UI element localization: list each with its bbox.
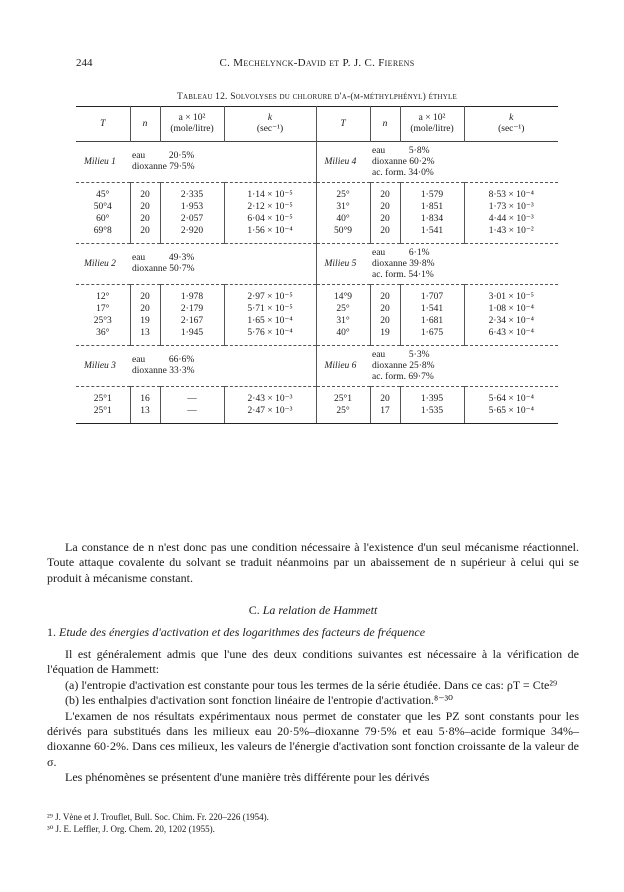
table-cell: 40°: [316, 213, 370, 225]
solvolysis-table: [76, 106, 558, 424]
composition-line: dioxanne 33·3%: [132, 366, 195, 376]
table-cell: 1·541: [400, 225, 464, 244]
footnote: ³⁰ J. E. Leffler, J. Org. Chem. 20, 1202 (1955).: [47, 824, 215, 834]
table-header-row: [76, 107, 558, 142]
medium-composition: [370, 244, 558, 285]
table-row: [76, 315, 558, 327]
table-cell: 1·541: [400, 303, 464, 315]
table-cell: 31°: [316, 315, 370, 327]
table-cell: 2·167: [160, 315, 224, 327]
table-row: [76, 285, 558, 304]
col-header-T-right: T: [316, 107, 370, 142]
table-row: [76, 405, 558, 424]
col-header-k-right: k (sec⁻¹): [498, 113, 525, 134]
medium-name: Milieu 2: [76, 244, 130, 285]
table-row: [76, 387, 558, 406]
composition-line: eau 66·6%: [132, 355, 195, 365]
table-cell: 1·945: [160, 327, 224, 346]
table-cell: 45°: [76, 183, 130, 202]
table-cell: 2·920: [160, 225, 224, 244]
medium-composition: [370, 346, 558, 387]
table-cell: 17°: [76, 303, 130, 315]
table-cell: 20: [370, 201, 400, 213]
table-cell: 6·43 × 10⁻⁴: [488, 327, 534, 338]
table-cell: 13: [130, 327, 160, 346]
composition-line: eau 5·8%: [372, 145, 430, 156]
col-header-a: a × 10² (mole/litre): [160, 107, 224, 142]
table-cell: 1·08 × 10⁻⁴: [488, 303, 534, 314]
table-row: [76, 201, 558, 213]
footnotes: [47, 811, 579, 835]
composition-line: ac. form. 34·0%: [372, 167, 434, 178]
table-body: [76, 142, 558, 424]
table-cell: 25°: [316, 405, 370, 424]
table-cell: 50°9: [316, 225, 370, 244]
table-cell: 5·65 × 10⁻⁴: [464, 405, 558, 424]
section-title: La relation de Hammett: [262, 603, 378, 617]
table-cell: 20: [370, 183, 400, 202]
table-cell: 13: [130, 405, 160, 424]
table-cell: 69°8: [76, 225, 130, 244]
table-cell: 17: [370, 405, 400, 424]
table-cell: 19: [370, 327, 400, 346]
table-row: [76, 213, 558, 225]
table-cell: 20: [130, 183, 160, 202]
table-cell: 5·64 × 10⁻⁴: [464, 387, 558, 406]
table-cell: 25°1: [76, 405, 130, 424]
table-cell: 1·834: [400, 213, 464, 225]
col-header-n: n: [130, 107, 160, 142]
table-cell: 20: [130, 213, 160, 225]
table-cell: 4·44 × 10⁻³: [488, 213, 534, 224]
medium-row: [76, 346, 558, 387]
table-cell: 20: [130, 225, 160, 244]
table-cell: 25°1: [76, 387, 130, 406]
table-cell: 20: [370, 387, 400, 406]
medium-row: [76, 244, 558, 285]
subsection-heading: [47, 625, 579, 640]
table-cell: 25°: [316, 303, 370, 315]
table-cell: 60°: [76, 213, 130, 225]
table-cell: 2·97 × 10⁻⁵: [224, 285, 316, 304]
table-cell: 20: [370, 303, 400, 315]
col-header-n-right: n: [370, 107, 400, 142]
table-cell: 2·179: [160, 303, 224, 315]
table-cell: 2·12 × 10⁻⁵: [224, 201, 316, 213]
table-cell: 50°4: [76, 201, 130, 213]
table-cell: 12°: [76, 285, 130, 304]
table-cell: 2·34 × 10⁻⁴: [488, 315, 534, 326]
composition-line: eau 20·5%: [132, 151, 195, 161]
medium-name: Milieu 1: [76, 142, 130, 183]
composition-line: eau 49·3%: [132, 253, 195, 263]
table-cell: 20: [370, 213, 400, 225]
table-cell: 5·71 × 10⁻⁵: [224, 303, 316, 315]
medium-name: Milieu 6: [316, 346, 370, 387]
paragraph-text: Il est généralement admis que l'une des deux conditions suivantes est nécessaire à la vérification de l'équation de Hammett:: [47, 647, 579, 677]
table-cell: 20: [130, 303, 160, 315]
medium-name: Milieu 3: [76, 346, 130, 387]
medium-name: Milieu 5: [316, 244, 370, 285]
composition-line: dioxanne 60·2%: [372, 156, 435, 167]
col-header-a-right: a × 10² (mole/litre): [400, 107, 464, 142]
paragraph-text: Les phénomènes se présentent d'une manière très différente pour les dérivés: [65, 770, 430, 785]
table-cell: 1·675: [400, 327, 464, 346]
medium-name: Milieu 4: [316, 142, 370, 183]
medium-composition: [130, 346, 316, 387]
composition-line: eau 6·1%: [372, 247, 430, 258]
table-cell: 8·53 × 10⁻⁴: [464, 183, 558, 202]
table-cell: 5·76 × 10⁻⁴: [224, 327, 316, 346]
table-cell: 1·65 × 10⁻⁴: [224, 315, 316, 327]
page-number: 244: [76, 57, 93, 69]
paragraph-text: (b) les enthalpies d'activation sont fonction linéaire de l'entropie d'activation.⁸⁻³⁰: [65, 693, 453, 708]
table-cell: 1·14 × 10⁻⁵: [224, 183, 316, 202]
table-cell: 16: [130, 387, 160, 406]
table-title: Tableau 12. Solvolyses du chlorure d'α-(m-méthylphényl) éthyle: [176, 92, 457, 102]
table-cell: 20: [130, 201, 160, 213]
table-cell: 20: [370, 315, 400, 327]
table-cell: 1·579: [400, 183, 464, 202]
table-cell: 2·43 × 10⁻³: [224, 387, 316, 406]
table-cell: 31°: [316, 201, 370, 213]
table-cell: 20: [370, 225, 400, 244]
paragraph-conclusion: [47, 540, 579, 586]
table-cell: 2·47 × 10⁻³: [224, 405, 316, 424]
table-cell: 25°: [316, 183, 370, 202]
table-cell: 19: [130, 315, 160, 327]
composition-line: dioxanne 25·8%: [372, 360, 435, 371]
composition-line: ac. form. 54·1%: [372, 269, 434, 280]
table-cell: 6·04 × 10⁻⁵: [224, 213, 316, 225]
table-cell: 1·851: [400, 201, 464, 213]
paragraph-text: (a) l'entropie d'activation est constante pour tous les termes de la série étudiée. Dans ce cas: ρT = Cte²⁹: [65, 677, 558, 692]
col-header-k: k (sec⁻¹): [224, 107, 316, 142]
medium-composition: [130, 244, 316, 285]
table-cell: 25°3: [76, 315, 130, 327]
table-cell: 3·01 × 10⁻⁵: [464, 285, 558, 304]
table-cell: 1·43 × 10⁻²: [488, 225, 534, 236]
table-row: [76, 225, 558, 244]
table-cell: 1·953: [160, 201, 224, 213]
composition-line: eau 5·3%: [372, 349, 430, 360]
data-table-wrapper: [76, 106, 558, 424]
subsection-number: 1.: [47, 625, 56, 639]
table-cell: 1·395: [400, 387, 464, 406]
table-cell: 20: [130, 285, 160, 304]
table-row: [76, 183, 558, 202]
table-cell: 14°9: [316, 285, 370, 304]
table-row: [76, 327, 558, 346]
table-cell: 1·535: [400, 405, 464, 424]
table-cell: —: [160, 405, 224, 424]
table-cell: 1·978: [160, 285, 224, 304]
table-cell: 1·681: [400, 315, 464, 327]
paragraph-conditions: [47, 647, 579, 786]
table-cell: 40°: [316, 327, 370, 346]
medium-composition: [130, 142, 316, 183]
composition-line: dioxanne 79·5%: [132, 162, 195, 172]
table-row: [76, 303, 558, 315]
footnote: ²⁹ J. Vène et J. Trouflet, Bull. Soc. Chim. Fr. 220–226 (1954).: [47, 812, 269, 822]
table-cell: 1·56 × 10⁻⁴: [224, 225, 316, 244]
table-cell: 1·707: [400, 285, 464, 304]
table-cell: —: [160, 387, 224, 406]
subsection-title: Etude des énergies d'activation et des logarithmes des facteurs de fréquence: [59, 625, 426, 639]
composition-line: dioxanne 39·8%: [372, 258, 435, 269]
composition-line: ac. form. 69·7%: [372, 371, 434, 382]
table-cell: 36°: [76, 327, 130, 346]
running-head: C. Mechelynck-David et P. J. C. Fierens: [219, 57, 415, 69]
medium-composition: [370, 142, 558, 183]
col-header-T: T: [76, 107, 130, 142]
table-cell: 25°1: [316, 387, 370, 406]
medium-row: [76, 142, 558, 183]
composition-line: dioxanne 50·7%: [132, 264, 195, 274]
section-heading: [47, 603, 579, 618]
table-cell: 2·057: [160, 213, 224, 225]
paragraph-text: La constance de n n'est donc pas une condition nécessaire à l'existence d'un seul mécanisme réactionnel. Toute attaque covalente du solvant se traduit néanmoins par un abaissement de n supérieur à celui qui se produit à mécanisme constant.: [47, 540, 579, 585]
section-label: C.: [248, 603, 260, 617]
table-cell: 20: [370, 285, 400, 304]
table-cell: 1·73 × 10⁻³: [488, 201, 534, 212]
paragraph-text: L'examen de nos résultats expérimentaux nous permet de constater que les PZ sont constants pour les dérivés para substitués dans les milieux eau 20·5%–dioxanne 79·5% et eau 5·8%–acide formique 34%–dioxanne 60·2%. Dans ces milieux, les valeurs de l'énergie d'activation sont fonction croissante de la valeur de σ.: [47, 708, 579, 769]
table-cell: 2·335: [160, 183, 224, 202]
